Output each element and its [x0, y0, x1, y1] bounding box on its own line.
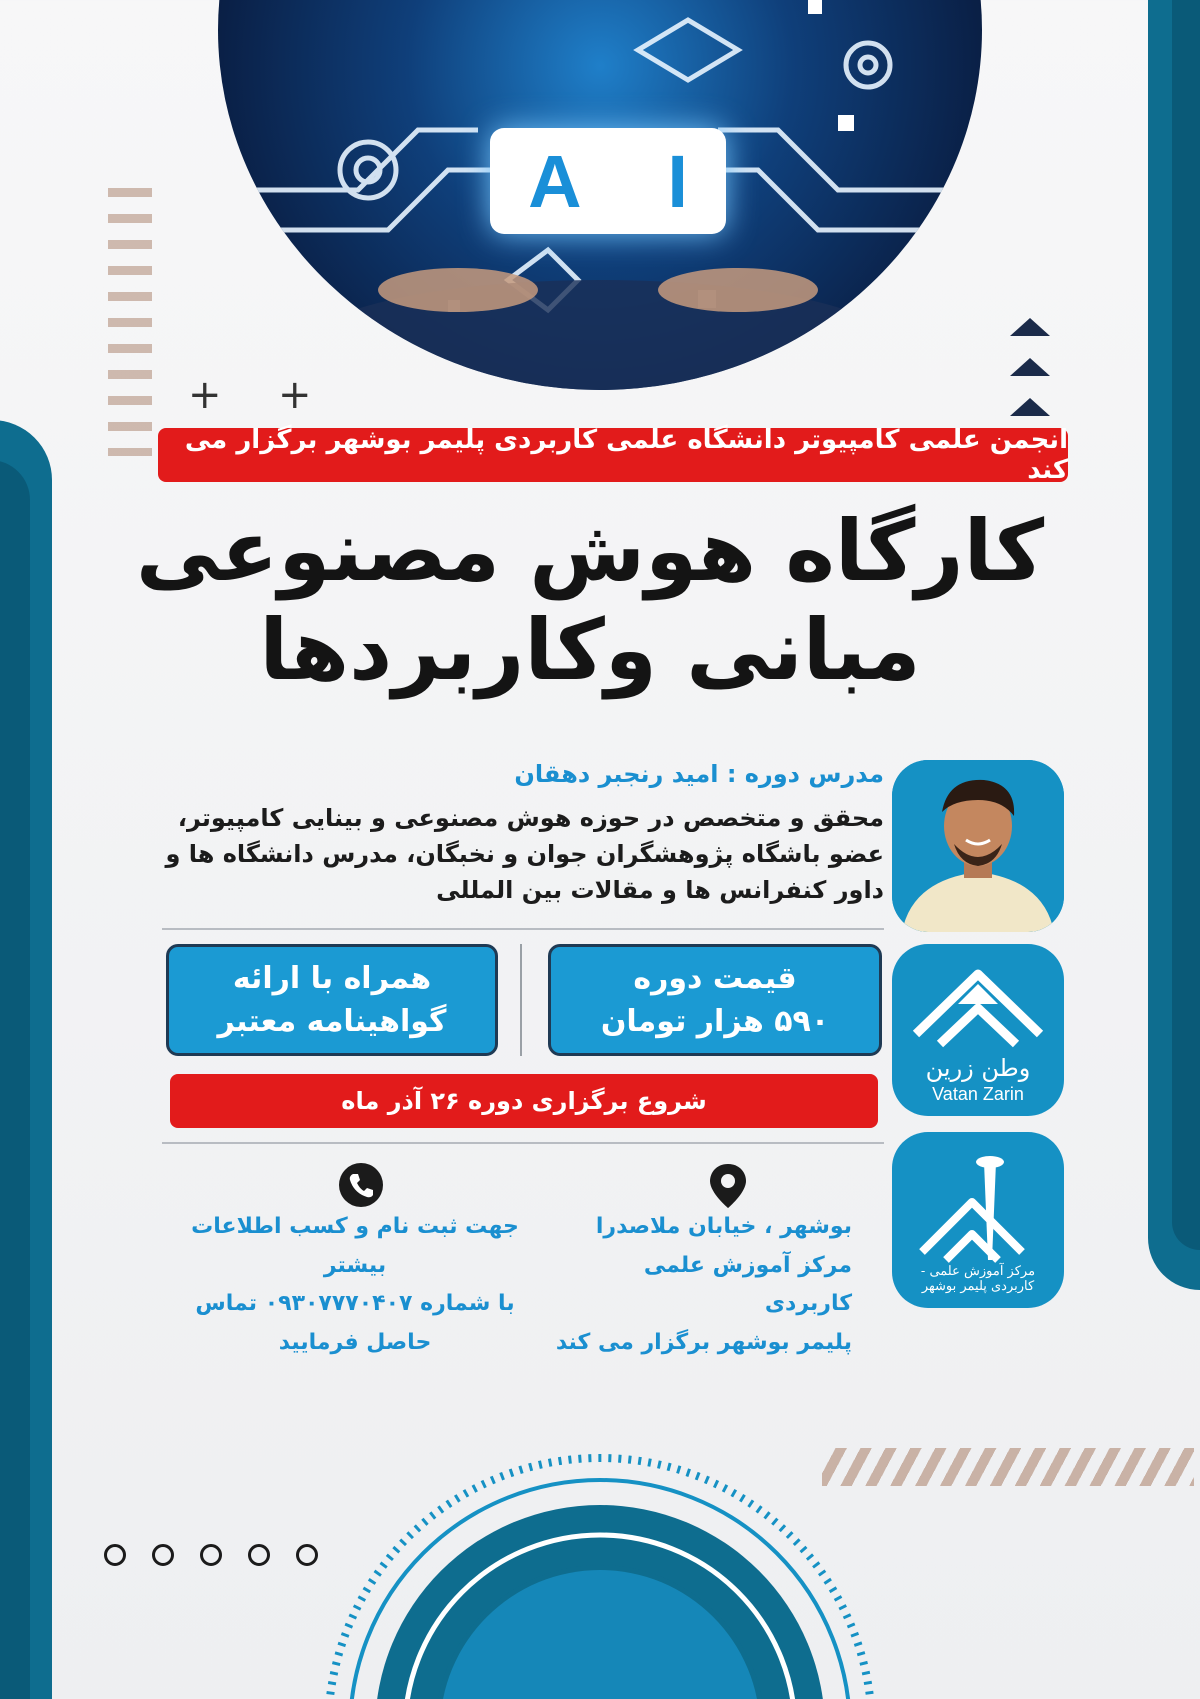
instructor-name: مدرس دوره : امید رنجبر دهقان: [514, 760, 884, 788]
ai-badge: [490, 128, 726, 234]
instructor-bio: [144, 800, 884, 908]
vatan-fa-label: وطن زرین: [925, 1054, 1031, 1082]
house-logo-icon: [892, 944, 1064, 1054]
page-title: [110, 502, 1070, 700]
left-decor-panel-inner: [0, 460, 30, 1699]
plus-icon: +: [278, 372, 312, 418]
price-box: [548, 944, 882, 1056]
divider: [162, 928, 884, 930]
certificate-line-2: گواهینامه معتبر: [217, 1004, 447, 1039]
address-line: بوشهر ، خیابان ملاصدرا: [595, 1214, 852, 1239]
address-line: پلیمر بوشهر برگزار می کند: [555, 1329, 852, 1355]
dot: [296, 1544, 318, 1566]
contact-line: جهت ثبت نام و کسب اطلاعات بیشتر: [191, 1214, 519, 1278]
location-pin-icon: [706, 1162, 750, 1214]
chevron-icon: [1010, 398, 1050, 416]
dots-decoration: [104, 1544, 318, 1566]
chevron-icon: [1010, 358, 1050, 376]
bio-line: داور کنفرانس ها و مقالات بین المللی: [436, 876, 884, 904]
address-block: [552, 1208, 852, 1362]
organizer-banner: [158, 425, 1068, 485]
contact-line: با شماره ۰۹۳۰۷۷۷۰۴۰۷ تماس: [195, 1291, 515, 1316]
certificate-box: [166, 944, 498, 1056]
title-line-1: کارگاه هوش مصنوعی: [135, 502, 1045, 600]
plus-icon: +: [188, 372, 222, 418]
bottom-gauge-decoration: [324, 1430, 876, 1699]
vatan-zarin-logo: [892, 944, 1064, 1116]
contact-line: حاصل فرمایید: [278, 1329, 432, 1355]
start-date-text: شروع برگزاری دوره ۲۶ آذر ماه: [341, 1087, 707, 1115]
bio-line: محقق و متخصص در حوزه هوش مصنوعی و بینایی کامپیوتر،: [177, 804, 884, 832]
instructor-avatar: [892, 760, 1064, 932]
contact-block: [170, 1208, 540, 1362]
dot: [200, 1544, 222, 1566]
address-line: مرکز آموزش علمی کاربردی: [643, 1252, 852, 1316]
right-decor-panel-inner: [1172, 0, 1200, 1250]
chevron-icon: [1010, 318, 1050, 336]
phone-icon: [338, 1162, 384, 1212]
center-caption: مرکز آموزش علمی - کاربردی پلیمر بوشهر: [920, 1264, 1036, 1294]
polymer-center-logo: [892, 1132, 1064, 1308]
ai-badge-text: A I: [528, 139, 722, 223]
price-label: قیمت دوره: [633, 960, 797, 996]
vatan-en-label: Vatan Zarin: [932, 1084, 1024, 1104]
stripe-decoration: [822, 1448, 1194, 1486]
title-line-2: مبانی وکاربردها: [259, 601, 921, 700]
organizer-text: انجمن علمی کامپیوتر دانشگاه علمی کاربردی پلیمر بوشهر برگزار می کند: [184, 425, 1068, 485]
box-separator: [520, 944, 522, 1056]
bio-line: عضو باشگاه پژوهشگران جوان و نخبگان، مدرس دانشگاه ها و: [165, 840, 884, 868]
dot: [152, 1544, 174, 1566]
certificate-line-1: همراه با ارائه: [232, 960, 432, 996]
price-value: ۵۹۰ هزار تومان: [600, 1004, 830, 1039]
divider: [162, 1142, 884, 1144]
start-date-banner: [170, 1074, 878, 1128]
instructor-photo: [892, 760, 1064, 932]
chevron-icon: [108, 188, 152, 456]
dot: [104, 1544, 126, 1566]
dot: [248, 1544, 270, 1566]
